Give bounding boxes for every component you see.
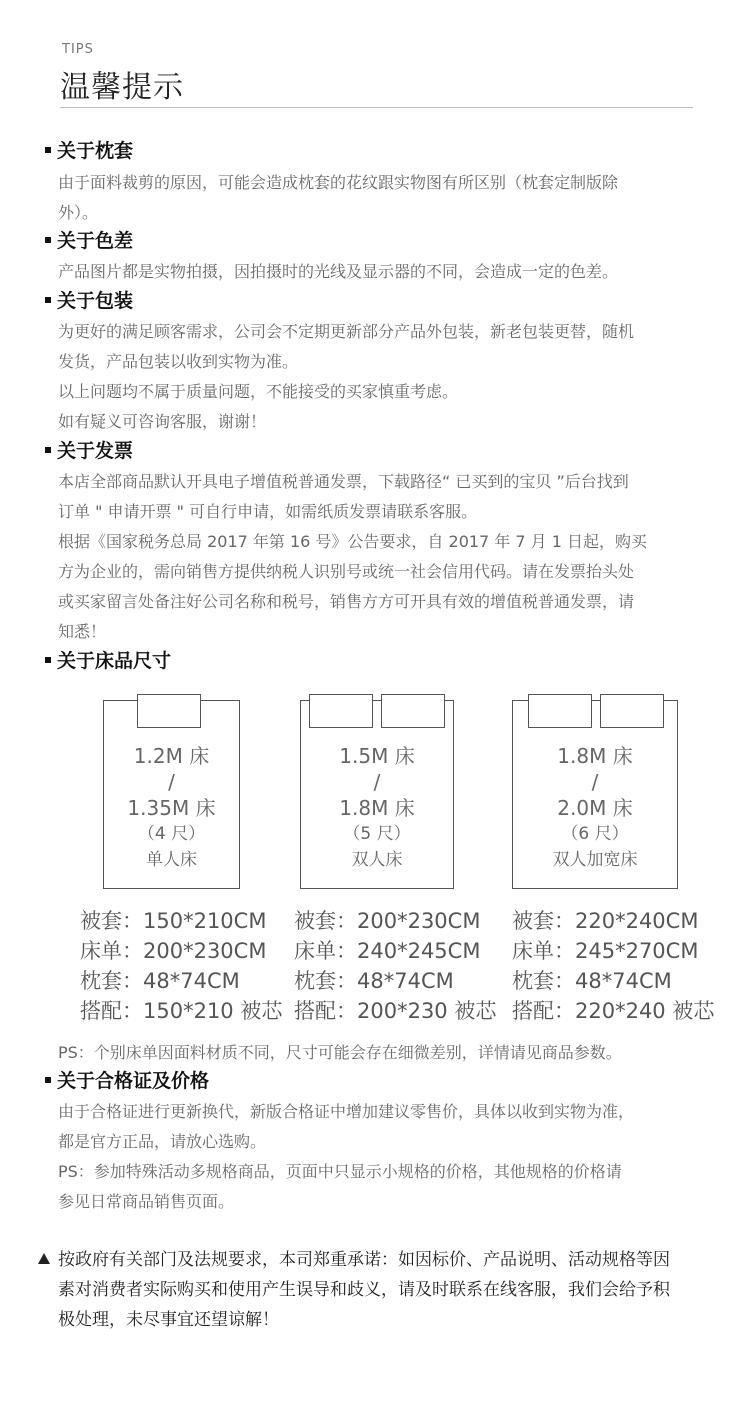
- heading-text: 关于包装: [57, 290, 134, 312]
- color-text: [58, 257, 698, 287]
- text-line: 如有疑义可咨询客服，谢谢！: [58, 412, 267, 431]
- title-divider: [60, 107, 693, 108]
- spec-line: 枕套：48*74CM: [80, 969, 240, 993]
- certificate-text: [58, 1097, 698, 1217]
- pillowcase-text: [58, 168, 698, 228]
- bed-label-single: [103, 743, 240, 873]
- spec-line: 被套：200*230CM: [294, 909, 481, 933]
- notice-text: 按政府有关部门及法规要求，本司郑重承诺：如因标价、产品说明、活动规格等因: [58, 1250, 670, 1270]
- tips-label: TIPS: [62, 42, 94, 57]
- spec-line: 枕套：48*74CM: [512, 969, 672, 993]
- bullet-icon: [45, 237, 51, 243]
- section-heading-color: [45, 229, 133, 253]
- pillow-shape: [600, 694, 664, 728]
- text-line: 以上问题均不属于质量问题，不能接受的买家慎重考虑。: [58, 382, 459, 401]
- heading-text: 关于枕套: [57, 140, 134, 162]
- text-line: 方为企业的，需向销售方提供纳税人识别号或统一社会信用代码。请在发票抬头处: [58, 562, 635, 581]
- spec-line: 床单：245*270CM: [512, 939, 699, 963]
- bed-size-separator: /: [591, 770, 599, 794]
- text-line: 发货，产品包装以收到实物为准。: [58, 352, 299, 371]
- text-line: 外）。: [58, 203, 99, 222]
- text-line: PS：参加特殊活动多规格商品，页面中只显示小规格的价格，其他规格的价格请: [58, 1162, 622, 1181]
- pillow-shape: [528, 694, 592, 728]
- heading-text: 关于发票: [57, 440, 134, 462]
- invoice-text: [58, 467, 698, 647]
- bed-chi-size: （5 尺）: [343, 824, 411, 844]
- text-line: 为更好的满足顾客需求，公司会不定期更新部分产品外包装，新老包装更替，随机: [58, 322, 635, 341]
- spec-line: 床单：200*230CM: [80, 939, 267, 963]
- bullet-icon: [45, 447, 51, 453]
- text-line: 参见日常商品销售页面。: [58, 1192, 235, 1211]
- spec-line: 搭配：150*210 被芯: [80, 999, 283, 1023]
- bedsize-ps: [58, 1038, 698, 1068]
- section-heading-invoice: [45, 439, 133, 463]
- text-line: 本店全部商品默认开具电子增值税普通发票，下载路径“ 已买到的宝贝 ”后台找到: [58, 472, 629, 491]
- pillow-shape: [137, 694, 201, 728]
- text-line: 由于合格证进行更新换代，新版合格证中增加建议零售价，具体以收到实物为准，: [58, 1102, 635, 1121]
- pillow-shape: [309, 694, 373, 728]
- notice-line: [38, 1245, 718, 1275]
- bed-size-line: 2.0M 床: [557, 796, 633, 820]
- bed-specs-single: [80, 906, 282, 1026]
- bed-size-separator: /: [168, 770, 175, 794]
- bed-type: 双人床: [351, 850, 403, 870]
- text-line: PS：个别床单因面料材质不同，尺寸可能会存在细微差别，详情请见商品参数。: [58, 1043, 622, 1062]
- spec-line: 被套：150*210CM: [80, 909, 267, 933]
- heading-text: 关于合格证及价格: [57, 1070, 210, 1092]
- text-line: 都是官方正品，请放心选购。: [58, 1132, 267, 1151]
- spec-line: 被套：220*240CM: [512, 909, 699, 933]
- bed-size-line: 1.8M 床: [557, 744, 633, 768]
- packaging-text: [58, 317, 698, 437]
- section-heading-certificate: [45, 1069, 209, 1093]
- bullet-icon: [45, 1077, 51, 1083]
- bed-type: 单人床: [146, 850, 197, 870]
- bed-label-wide: [512, 743, 678, 873]
- spec-line: 搭配：200*230 被芯: [294, 999, 497, 1023]
- section-heading-pillowcase: [45, 139, 133, 163]
- spec-line: 搭配：220*240 被芯: [512, 999, 715, 1023]
- bed-specs-double: [294, 906, 496, 1026]
- bed-label-double: [300, 743, 454, 873]
- page-title: 温馨提示: [60, 70, 184, 105]
- text-line: 根据《国家税务总局 2017 年第 16 号》公告要求，自 2017 年 7 月 1 日起，购买: [58, 532, 648, 551]
- notice-line: 素对消费者实际购买和使用产生误导和歧义，请及时联系在线客服，我们会给予积: [58, 1280, 670, 1300]
- bed-size-line: 1.8M 床: [339, 796, 415, 820]
- section-heading-packaging: [45, 289, 133, 313]
- bed-chi-size: （6 尺）: [561, 824, 629, 844]
- heading-text: 关于床品尺寸: [57, 650, 172, 672]
- section-heading-bedsize: [45, 649, 171, 673]
- spec-line: 床单：240*245CM: [294, 939, 481, 963]
- bed-size-line: 1.2M 床: [133, 744, 210, 768]
- notice-line: 极处理，未尽事宜还望谅解！: [58, 1310, 279, 1330]
- bed-chi-size: （4 尺）: [137, 824, 206, 844]
- text-line: 订单 " 申请开票 " 可自行申请，如需纸质发票请联系客服。: [58, 502, 478, 521]
- pillow-shape: [381, 694, 445, 728]
- bullet-icon: [45, 147, 51, 153]
- bed-type: 双人加宽床: [552, 850, 638, 870]
- text-line: 由于面料裁剪的原因，可能会造成枕套的花纹跟实物图有所区别（枕套定制版除: [58, 173, 619, 192]
- legal-notice: [38, 1245, 718, 1335]
- spec-line: 枕套：48*74CM: [294, 969, 454, 993]
- bullet-icon: [45, 297, 51, 303]
- bed-size-line: 1.35M 床: [127, 796, 216, 820]
- warning-icon: [38, 1253, 50, 1264]
- bed-size-line: 1.5M 床: [339, 744, 415, 768]
- bed-size-separator: /: [373, 770, 381, 794]
- text-line: 或买家留言处备注好公司名称和税号，销售方方可开具有效的增值税普通发票，请: [58, 592, 635, 611]
- bed-specs-wide: [512, 906, 714, 1026]
- heading-text: 关于色差: [57, 230, 134, 252]
- bullet-icon: [45, 657, 51, 663]
- text-line: 知悉！: [58, 622, 107, 641]
- text-line: 产品图片都是实物拍摄，因拍摄时的光线及显示器的不同，会造成一定的色差。: [58, 262, 619, 281]
